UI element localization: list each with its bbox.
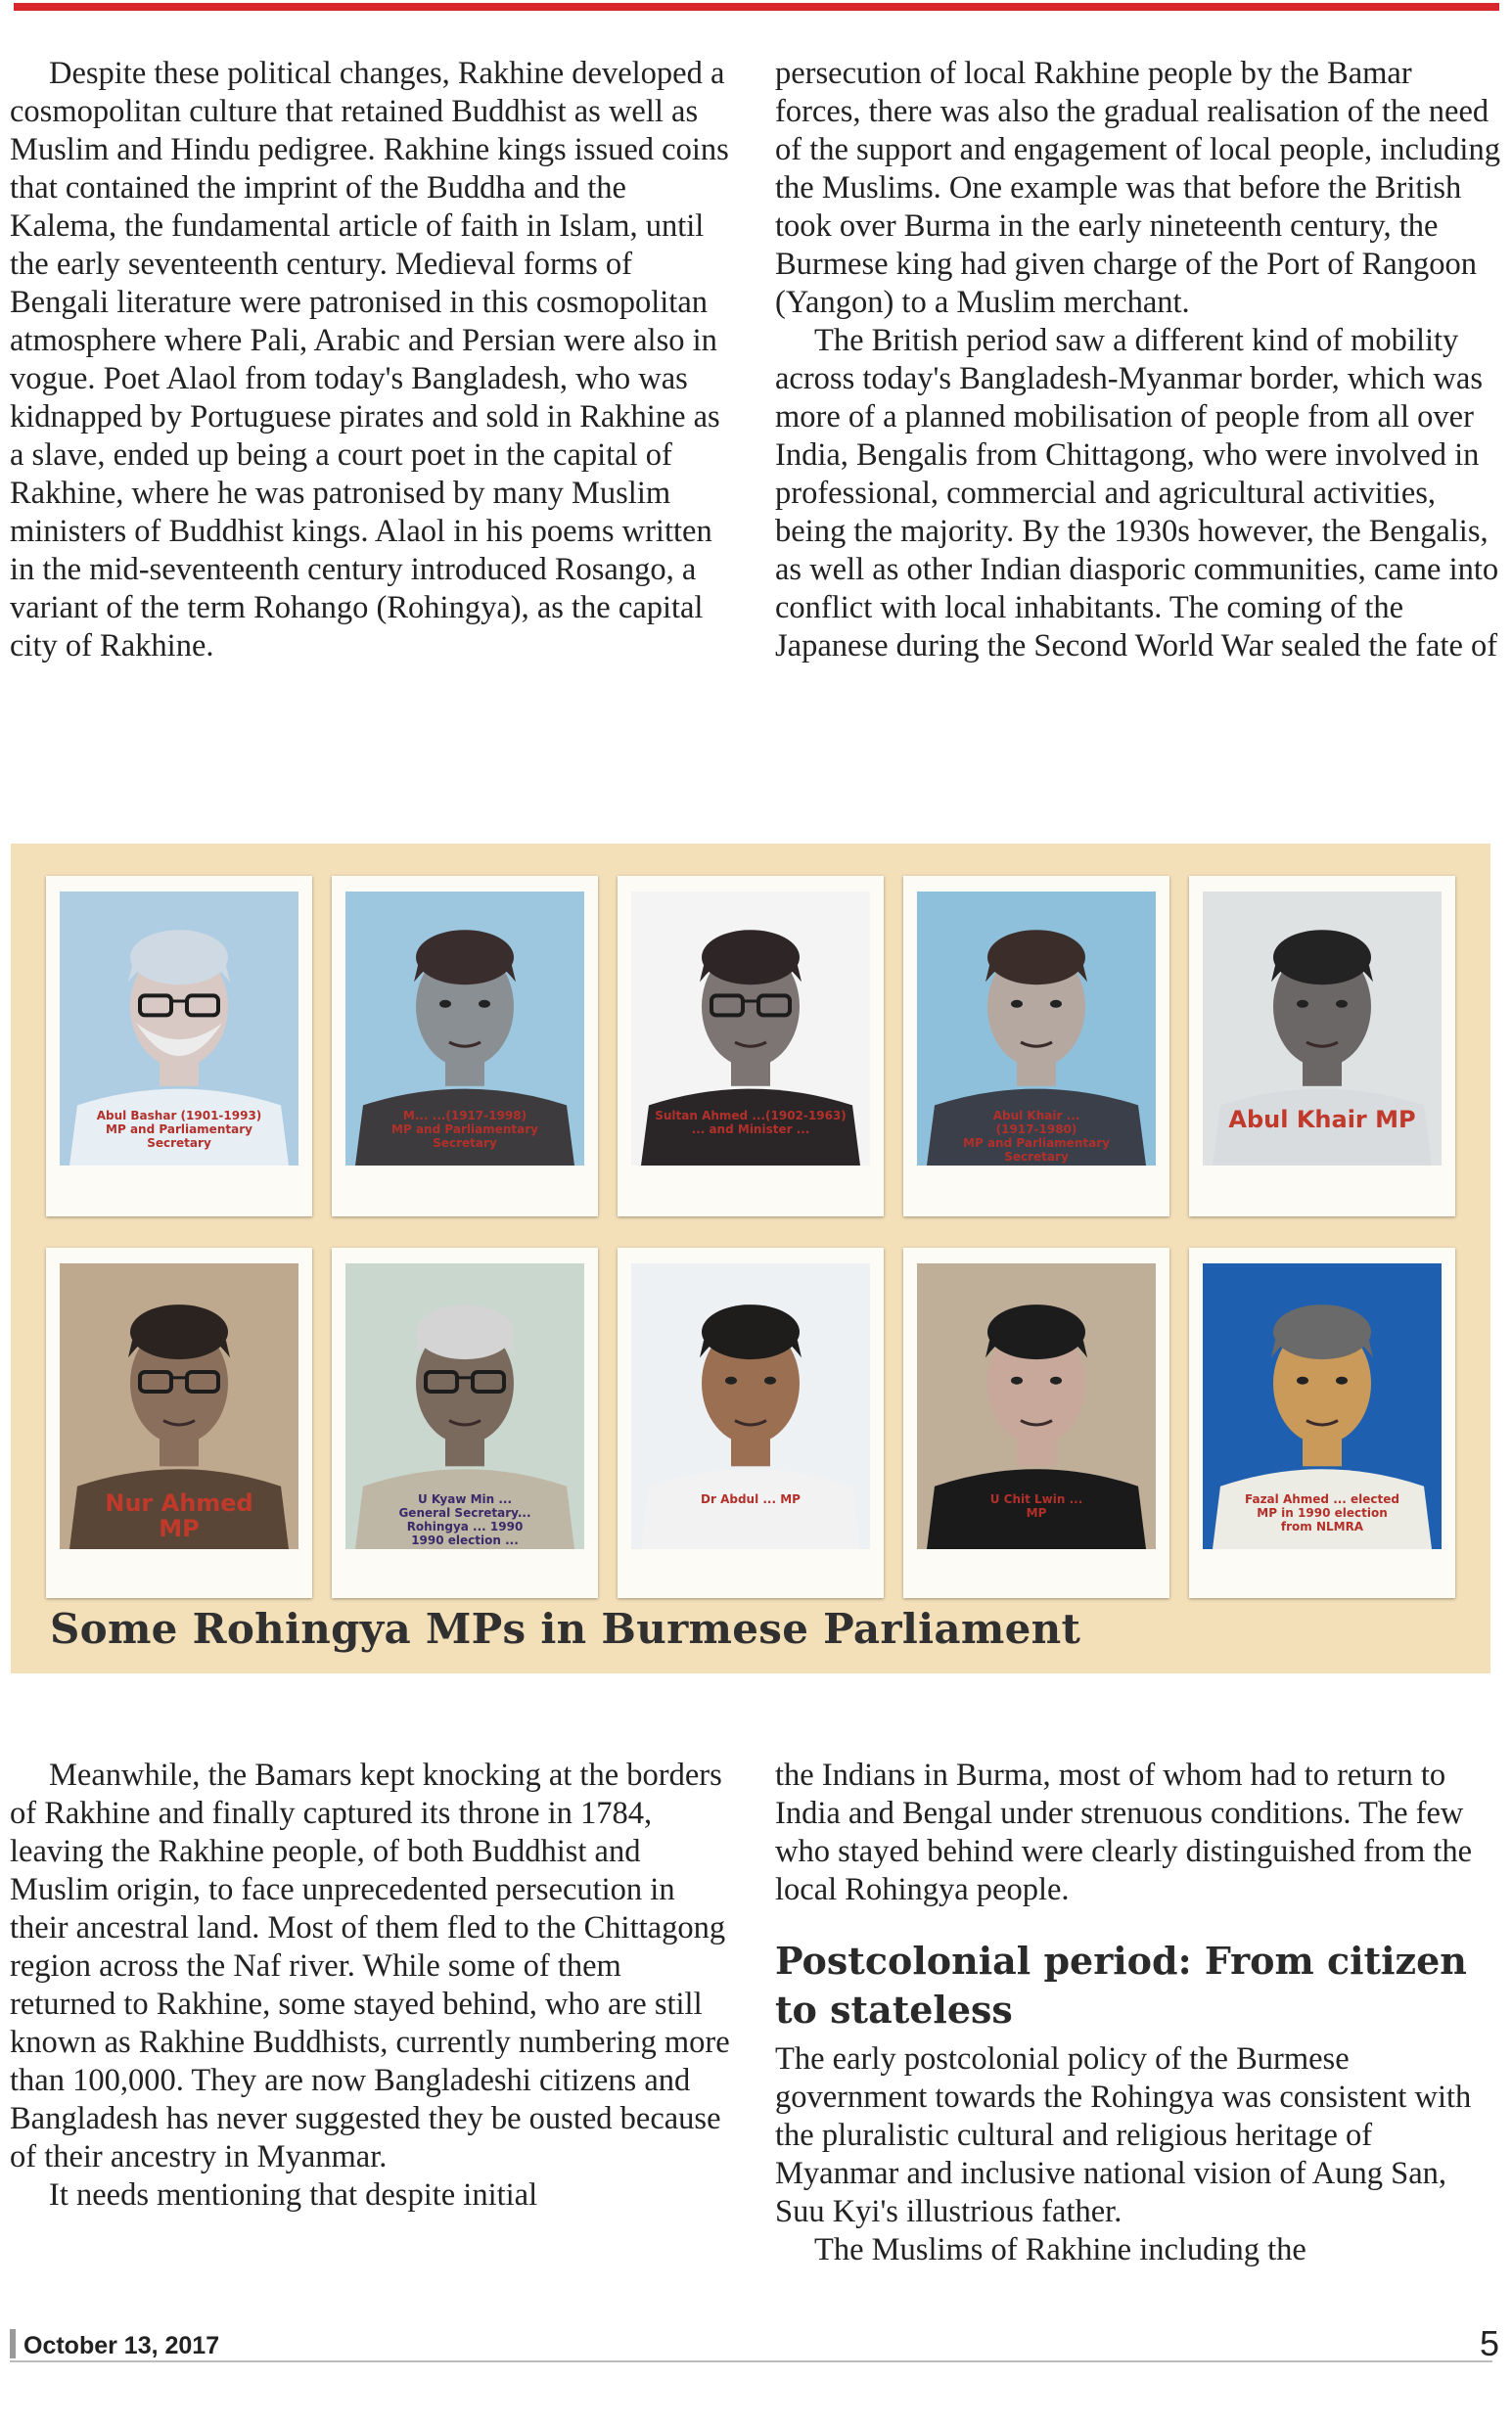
paragraph: It needs mentioning that despite initial bbox=[49, 2177, 538, 2213]
mp-photo bbox=[46, 1248, 312, 1598]
figure-caption: Some Rohingya MPs in Burmese Parliament bbox=[50, 1605, 1081, 1653]
paragraph: Despite these political changes, Rakhine developed a cosmopolitan culture that retained Buddhist as well as Muslim and Hindu pedigree. Rakhine kings issued coins that contained the imprint of the Buddha and the Kalema, the fundamental article of faith in Islam, until the early seventeenth century. Medieval forms of Bengali literature were patronised in this cosmopolitan atmosphere where Pali, Arabic and Persian were also in vogue. Poet Alaol from today's Bangladesh, who was kidnapped by Portuguese pirates and sold in Rakhine as a slave, ended up being a court poet in the capital of Rakhine, where he was patronised by many Muslim ministers of Buddhist kings. Alaol in his poems written in the mid-seventeenth century introduced Rosango, a variant of the term Rohango (Rohingya), as the capital city of Rakhine. bbox=[10, 56, 729, 663]
footer-rule bbox=[10, 2360, 1492, 2362]
mp-photo bbox=[903, 876, 1169, 1216]
issue-date: October 13, 2017 bbox=[23, 2332, 220, 2359]
photo-figure bbox=[11, 844, 1490, 1673]
photo-caption: Sultan Ahmed ...(1902-1963) ... and Minister ... bbox=[655, 1109, 847, 1136]
mp-photo bbox=[1189, 876, 1455, 1216]
mp-photo bbox=[332, 876, 598, 1216]
column-bottom-left bbox=[10, 1757, 734, 2215]
photo-caption: Fazal Ahmed ... elected MP in 1990 election from NLMRA bbox=[1244, 1492, 1400, 1533]
paragraph: the Indians in Burma, most of whom had to return to India and Bengal under strenuous conditions. The few who stayed behind were clearly distinguished from the local Rohingya people. bbox=[775, 1758, 1473, 1907]
photo-caption: M... ...(1917-1998) MP and Parliamentary Secretary bbox=[391, 1109, 538, 1150]
paragraph: The early postcolonial policy of the Burmese government towards the Rohingya was consistent with the pluralistic cultural and religious heritage of Myanmar and inclusive national vision of Aung San, Suu Kyi's illustrious father. bbox=[775, 2041, 1472, 2229]
photo-caption: Abul Bashar (1901-1993) MP and Parliamentary Secretary bbox=[96, 1109, 262, 1150]
column-top-right bbox=[775, 55, 1501, 665]
mp-photo bbox=[618, 1248, 884, 1598]
photo-caption: U Chit Lwin ... MP bbox=[989, 1492, 1083, 1520]
column-bottom-right bbox=[775, 1757, 1501, 2269]
photo-caption: Abul Khair ... (1917-1980) MP and Parliamentary Secretary bbox=[963, 1109, 1110, 1164]
mp-photo bbox=[46, 876, 312, 1216]
page-number: 5 bbox=[1480, 2323, 1500, 2363]
header-rule bbox=[14, 3, 1499, 11]
footer-marker bbox=[10, 2329, 16, 2358]
photo-caption: U Kyaw Min ... General Secretary... Rohingya ... 1990 1990 election ... bbox=[398, 1492, 531, 1547]
paragraph: The British period saw a different kind of mobility across today's Bangladesh-Myanmar border, which was more of a planned mobilisation of people from all over India, Bengalis from Chittagong, who were involved in professional, commercial and agricultural activities, being the majority. By the 1930s however, the Bengalis, as well as other Indian diasporic communities, came into conflict with local inhabitants. The coming of the Japanese during the Second World War sealed the fate of bbox=[775, 323, 1499, 663]
paragraph: The Muslims of Rakhine including the bbox=[814, 2232, 1306, 2267]
photo-caption: Nur Ahmed MP bbox=[105, 1489, 253, 1542]
mp-photo bbox=[332, 1248, 598, 1598]
photo-caption: Dr Abdul ... MP bbox=[701, 1492, 801, 1506]
section-heading: Postcolonial period: From citizen to stateless bbox=[775, 1939, 1467, 2032]
mp-photo bbox=[1189, 1248, 1455, 1598]
portrait-image bbox=[631, 1263, 870, 1549]
photo-caption: Abul Khair MP bbox=[1228, 1106, 1416, 1133]
mp-photo bbox=[618, 876, 884, 1216]
paragraph: Meanwhile, the Bamars kept knocking at the borders of Rakhine and finally captured its throne in 1784, leaving the Rakhine people, of both Buddhist and Muslim origin, to face unprecedented persecution in their ancestral land. Most of them fled to the Chittagong region across the Naf river. While some of them returned to Rakhine, some stayed behind, who are still known as Rakhine Buddhists, currently numbering more than 100,000. They are now Bangladeshi citizens and Bangladesh has never suggested they be ousted because of their ancestry in Myanmar. bbox=[10, 1758, 730, 2174]
paragraph: persecution of local Rakhine people by the Bamar forces, there was also the gradual realisation of the need of the support and engagement of local people, including the Muslims. One example was that before the British took over Burma in the early nineteenth century, the Burmese king had given charge of the Port of Rangoon (Yangon) to a Muslim merchant. bbox=[775, 56, 1500, 320]
column-top-left bbox=[10, 55, 734, 665]
mp-photo bbox=[903, 1248, 1169, 1598]
